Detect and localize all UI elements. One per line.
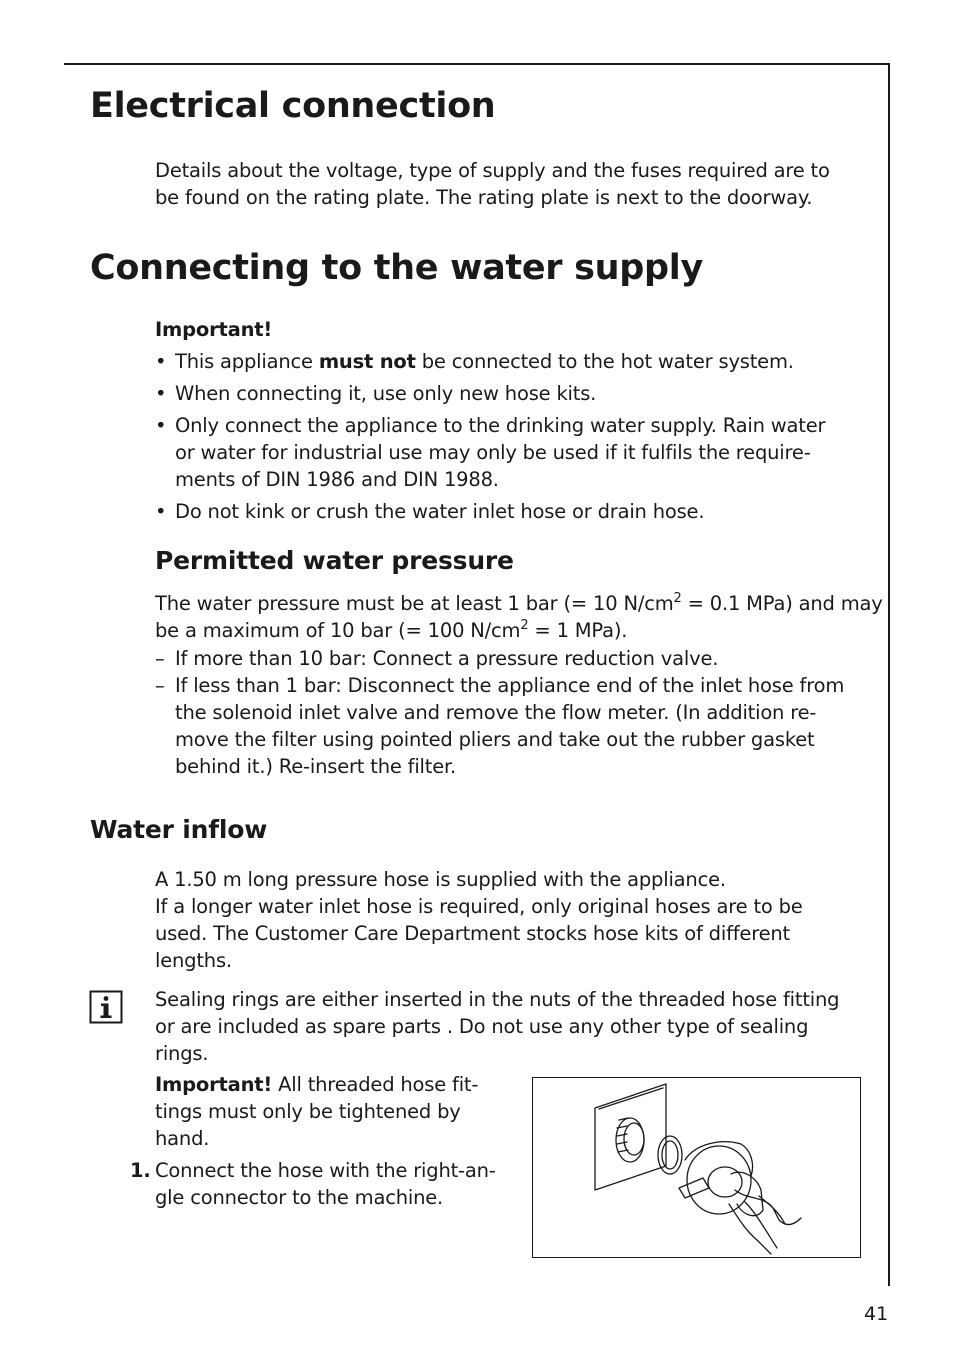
text-line [175,348,875,375]
bullet-icon: • [155,382,167,405]
text-line: If a longer water inlet hose is required, only original hoses are to be [155,895,803,918]
info-icon [89,990,123,1024]
text-line: Connect the hose with the right-an- [155,1159,496,1182]
text-line: If more than 10 bar: Connect a pressure reduction valve. [175,647,719,670]
hose-connector-drawing [533,1078,860,1257]
text-span: = 1 MPa). [528,619,628,642]
top-rule [64,63,890,65]
sealing-rings-note [155,986,839,1067]
dash-item [155,645,875,672]
text-line: Only connect the appliance to the drinking water supply. Rain water [175,414,826,437]
text-line: tings must only be tightened by [155,1100,461,1123]
text-span: be a maximum of 10 bar (= 100 N/cm [155,619,521,642]
water-pressure-heading: Permitted water pressure [155,546,514,575]
page-number: 41 [864,1303,889,1325]
text-line [155,617,883,644]
text-line: move the filter using pointed pliers and take out the rubber gasket [175,728,815,751]
text-line: gle connector to the machine. [155,1186,444,1209]
text-line: behind it.) Re-insert the filter. [175,755,457,778]
text-line: If less than 1 bar: Disconnect the appliance end of the inlet hose from [175,674,845,697]
text-line: A 1.50 m long pressure hose is supplied with the appliance. [155,868,726,891]
bullet-item [155,348,875,375]
text-line [155,1071,478,1098]
pressure-dash-list [155,645,875,780]
water-inflow-text [155,866,803,974]
superscript: 2 [673,591,682,606]
tightening-note [155,1071,478,1152]
text-line: ments of DIN 1986 and DIN 1988. [175,468,499,491]
electrical-connection-heading: Electrical connection [90,86,496,126]
step-number: 1. [130,1159,151,1182]
text-span: All threaded hose fit- [272,1073,479,1096]
dash-icon: – [155,674,165,697]
text-line: the solenoid inlet valve and remove the flow meter. (In addition re- [175,701,817,724]
step-text [155,1157,496,1211]
important-label: Important! [155,1073,273,1096]
water-pressure-text [155,590,883,644]
important-bullet-list [155,348,875,530]
text-line: Sealing rings are either inserted in the nuts of the threaded hose fitting [155,988,840,1011]
text-line: lengths. [155,949,232,972]
text-line: or are included as spare parts . Do not use any other type of sealing [155,1015,809,1038]
bullet-icon: • [155,350,167,373]
dash-icon: – [155,647,165,670]
text-span: The water pressure must be at least 1 bar (= 10 N/cm [155,592,674,615]
electrical-connection-text [155,157,830,211]
text-line [155,590,883,617]
text-line: be found on the rating plate. The rating plate is next to the doorway. [155,186,813,209]
text-span: This appliance [175,350,319,373]
hose-connection-illustration [532,1077,861,1258]
important-label: Important! [155,318,273,341]
text-line: When connecting it, use only new hose kits. [175,382,597,405]
text-line: Details about the voltage, type of supply and the fuses required are to [155,159,830,182]
text-line: hand. [155,1127,210,1150]
text-line: rings. [155,1042,209,1065]
bullet-item [155,412,875,493]
bullet-item [155,498,875,525]
water-supply-heading: Connecting to the water supply [90,248,704,288]
emphasis-text: must not [318,350,416,373]
bullet-icon: • [155,500,167,523]
bullet-icon: • [155,414,167,437]
superscript: 2 [520,618,529,633]
water-inflow-heading: Water inflow [90,815,268,844]
text-line: used. The Customer Care Department stocks hose kits of different [155,922,790,945]
text-line: Do not kink or crush the water inlet hose or drain hose. [175,500,705,523]
dash-item [155,672,875,780]
bullet-item [155,380,875,407]
text-line: or water for industrial use may only be used if it fulfils the require- [175,441,811,464]
text-span: be connected to the hot water system. [415,350,794,373]
right-rule [888,63,890,1286]
text-span: = 0.1 MPa) and may [681,592,883,615]
